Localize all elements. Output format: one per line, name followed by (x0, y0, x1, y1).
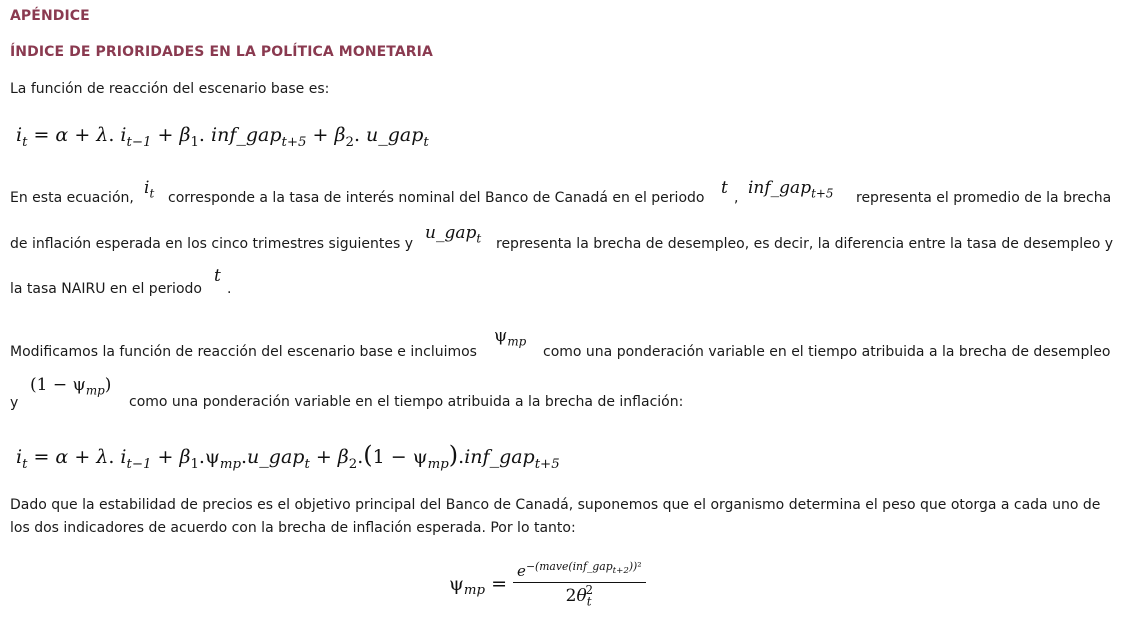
paragraph-modified-text-3: y (10, 395, 19, 411)
paragraph-intro: La función de reacción del escenario base es: (10, 81, 330, 97)
paragraph-definitions-text-6: la tasa NAIRU en el periodo (10, 281, 202, 297)
appendix-heading: APÉNDICE (10, 8, 90, 24)
paragraph-modified-text-2: como una ponderación variable en el tiempo atribuida a la brecha de desempleo (543, 344, 1111, 360)
paragraph-definitions-text-2: corresponde a la tasa de interés nominal del Banco de Canadá en el periodo (168, 190, 705, 206)
math-u-gap: u_gap$_t$ (425, 223, 482, 246)
paragraph-conclusion-line-2: los dos indicadores de acuerdo con la brecha de inflación esperada. Por lo tanto: (10, 520, 576, 536)
paragraph-definitions-comma: , (734, 190, 739, 206)
fraction-denominator: $2\theta_t^2$ (565, 583, 594, 609)
math-one-minus-psi: $(1 - \psi_{mp})$ (30, 375, 112, 398)
equation-base-reaction: $i_t = \alpha + \lambda$. $i_{t-1} + \beta_1$. inf_gap$_{t+5}$ + $\beta_2$. u_gap$_t$ (16, 124, 429, 150)
math-t: t (721, 178, 728, 198)
equation-modified-reaction: $i_t = \alpha + \lambda$. $i_{t-1}$ + $\beta_1.\psi_{mp}.u\_gap_t + \beta_2.(1$ − $\psi_{mp}).inf\_gap_{t+5}$ (16, 441, 560, 472)
math-t-2: t (214, 266, 221, 286)
paragraph-definitions-period: . (227, 281, 232, 297)
paragraph-definitions-text-3: representa el promedio de la brecha (856, 190, 1112, 206)
paragraph-modified-text-4: como una ponderación variable en el tiempo atribuida a la brecha de inflación: (129, 394, 684, 410)
paragraph-conclusion-line-1: Dado que la estabilidad de precios es el objetivo principal del Banco de Canadá, suponemos que el organismo determina el peso que otorga a cada uno de (10, 497, 1101, 513)
paragraph-definitions-text-5: representa la brecha de desempleo, es decir, la diferencia entre la tasa de desempleo y (496, 236, 1113, 252)
math-i-t: $i_t$ (144, 178, 155, 201)
paragraph-definitions-text-1: En esta ecuación, (10, 190, 134, 206)
paragraph-definitions-text-4: de inflación esperada en los cinco trimestres siguientes y (10, 236, 413, 252)
paragraph-modified-text-1: Modificamos la función de reacción del escenario base e incluimos (10, 344, 477, 360)
math-psi-mp: $\psi_{mp}$ (494, 326, 527, 349)
fraction-numerator: $e^{-(mave(inf\_gap_{t+2}))^2}$ (513, 562, 646, 583)
section-heading: ÍNDICE DE PRIORIDADES EN LA POLÍTICA MONETARIA (10, 44, 433, 60)
equation-psi-definition: $\psi_{mp}$ = $\frac{e^{-(mave(inf\_gap_{t+2}))^2}}{2\theta_t^2}$ (449, 562, 646, 606)
fraction (513, 560, 646, 609)
math-inf-gap: inf_gap$_{t+5}$ (748, 178, 834, 201)
